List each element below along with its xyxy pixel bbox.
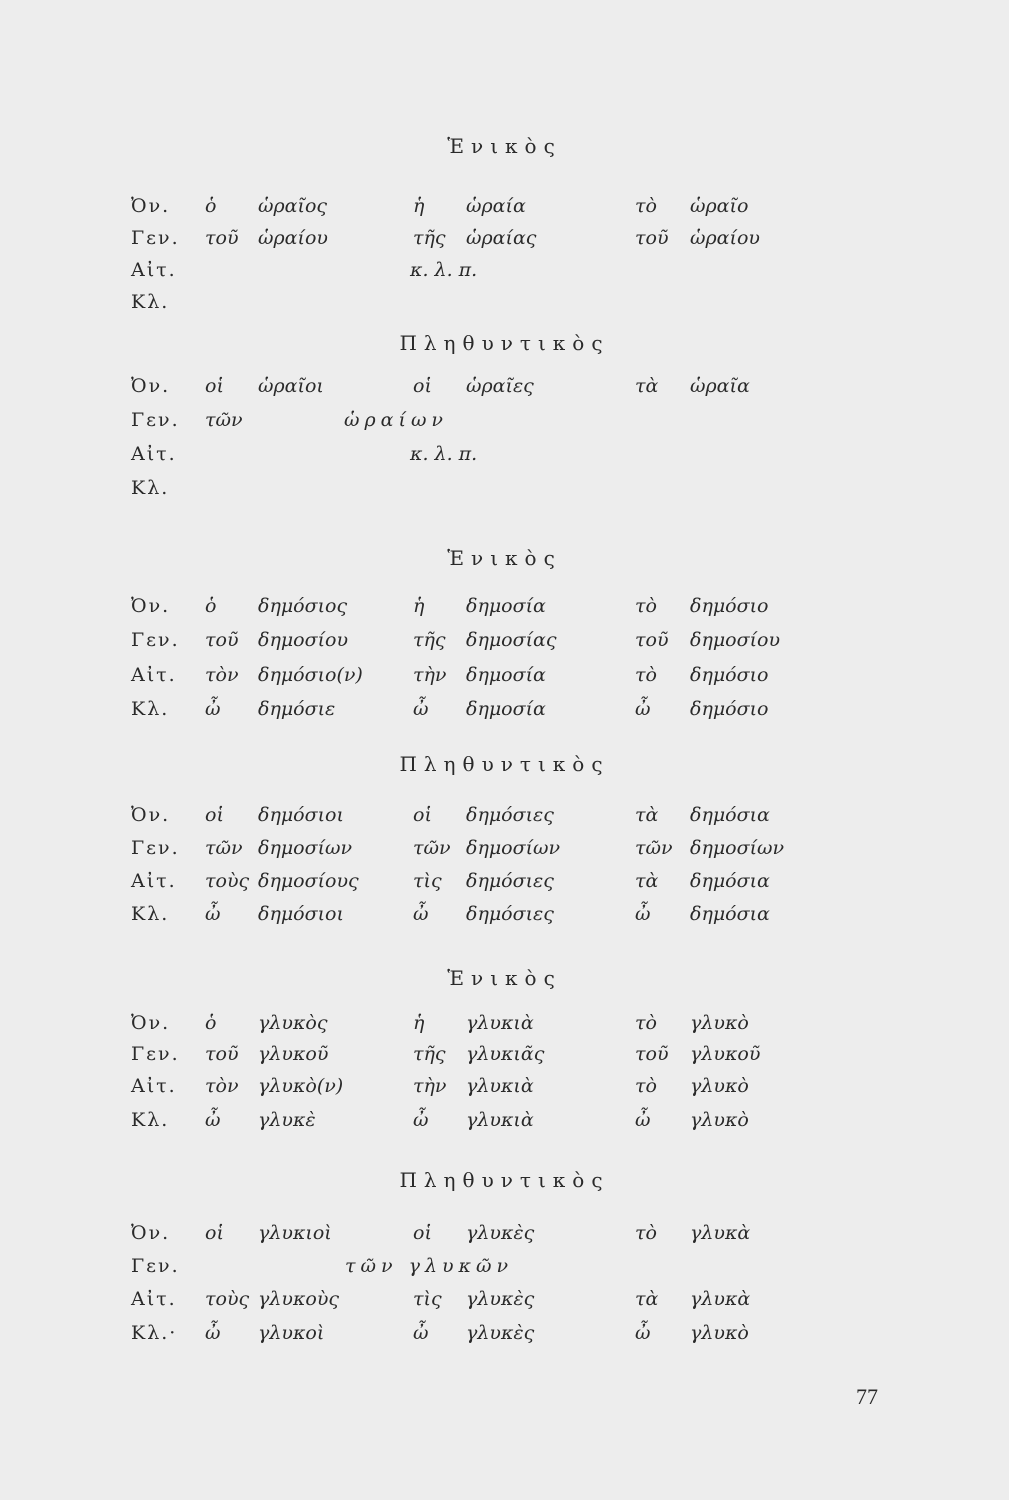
case-label: Κλ. — [131, 698, 170, 720]
table-row — [0, 1222, 1009, 1254]
article-masculine: τῶν — [205, 837, 243, 859]
article-feminine: τὶς — [413, 870, 442, 892]
case-label: Κλ. — [131, 903, 170, 925]
form-neuter: δημόσια — [690, 804, 770, 826]
case-label: Αἰτ. — [131, 259, 177, 281]
form-masculine: δημοσίου — [258, 629, 349, 651]
table-row — [0, 1255, 1009, 1287]
article-feminine: ὦ — [413, 1109, 429, 1131]
form-feminine: δημόσιες — [466, 903, 554, 925]
form-feminine: δημοσίων — [466, 837, 561, 859]
article-neuter: τὰ — [635, 375, 659, 397]
article-masculine: τὸν — [205, 664, 239, 686]
article-neuter: τὰ — [635, 1288, 659, 1310]
article-neuter: τὸ — [635, 1222, 657, 1244]
page-number: 77 — [856, 1384, 878, 1409]
form-feminine: γλυκὲς — [466, 1288, 535, 1310]
article-masculine: ὁ — [205, 595, 217, 617]
form-neuter: δημόσιο — [690, 698, 769, 720]
table-row — [0, 1288, 1009, 1320]
table-row — [0, 259, 1009, 291]
case-label: Κλ. — [131, 477, 170, 499]
table-row — [0, 409, 1009, 441]
form-neuter: δημόσιο — [690, 595, 769, 617]
article-feminine: τῆς — [413, 1043, 446, 1065]
form-masculine: ὡραῖος — [258, 195, 328, 217]
form-neuter: δημόσιο — [690, 664, 769, 686]
article-feminine: τὴν — [413, 1075, 447, 1097]
case-label: Αἰτ. — [131, 443, 177, 465]
case-label: Αἰτ. — [131, 1288, 177, 1310]
form-neuter: γλυκὸ — [690, 1075, 749, 1097]
article-neuter: τοῦ — [635, 629, 669, 651]
form-masculine: γλυκὸ(ν) — [258, 1075, 344, 1097]
case-label: Ὀν. — [131, 804, 171, 826]
form-common: ὡραίων — [344, 409, 448, 431]
case-label: Γεν. — [131, 629, 180, 651]
form-neuter: δημόσια — [690, 903, 770, 925]
form-neuter: γλυκὸ — [690, 1322, 749, 1344]
article-masculine: τοῦ — [205, 227, 239, 249]
article-neuter: τῶν — [635, 837, 673, 859]
form-masculine: γλυκοῦ — [258, 1043, 329, 1065]
article-common: τῶν — [205, 409, 243, 431]
article-neuter: ὦ — [635, 903, 651, 925]
form-common: τῶν γλυκῶν — [345, 1255, 514, 1277]
article-masculine: τοὺς — [205, 1288, 250, 1310]
form-feminine: δημοσία — [466, 664, 546, 686]
article-masculine: ὦ — [205, 903, 221, 925]
table-row — [0, 195, 1009, 227]
form-feminine: δημοσία — [466, 595, 546, 617]
form-feminine: ὡραίας — [466, 227, 537, 249]
article-neuter: τὰ — [635, 804, 659, 826]
form-masculine: δημόσιος — [258, 595, 348, 617]
table-row — [0, 804, 1009, 836]
form-neuter: γλυκὰ — [690, 1288, 751, 1310]
table-row — [0, 227, 1009, 259]
form-neuter: ὡραῖα — [690, 375, 750, 397]
case-label: Κλ. — [131, 1109, 170, 1131]
section-heading: Ἑνικὸς — [447, 134, 562, 158]
form-neuter: γλυκοῦ — [690, 1043, 761, 1065]
article-masculine: οἱ — [205, 1222, 224, 1244]
case-label: Κλ.· — [131, 1322, 178, 1344]
form-masculine: δημοσίων — [258, 837, 353, 859]
table-row — [0, 870, 1009, 902]
case-label: Ὀν. — [131, 195, 171, 217]
table-row — [0, 477, 1009, 509]
article-feminine: ὦ — [413, 698, 429, 720]
article-neuter: τὸ — [635, 664, 657, 686]
article-masculine: ὁ — [205, 1012, 217, 1034]
form-feminine: ὡραία — [466, 195, 526, 217]
form-feminine: γλυκὲς — [466, 1222, 535, 1244]
article-neuter: τοῦ — [635, 227, 669, 249]
table-row — [0, 1109, 1009, 1141]
etc-abbreviation: κ. λ. π. — [410, 443, 478, 465]
form-masculine: γλυκοὶ — [258, 1322, 325, 1344]
form-masculine: γλυκὸς — [258, 1012, 328, 1034]
article-feminine: ὦ — [413, 1322, 429, 1344]
article-feminine: τὴν — [413, 664, 447, 686]
article-feminine: οἱ — [413, 375, 432, 397]
case-label: Γεν. — [131, 1043, 180, 1065]
form-neuter: γλυκὸ — [690, 1109, 749, 1131]
table-row — [0, 698, 1009, 730]
table-row — [0, 837, 1009, 869]
form-neuter: ὡραίου — [690, 227, 760, 249]
form-feminine: γλυκὲς — [466, 1322, 535, 1344]
article-neuter: ὦ — [635, 698, 651, 720]
etc-abbreviation: κ. λ. π. — [410, 259, 478, 281]
form-neuter: γλυκὸ — [690, 1012, 749, 1034]
section-heading: Ἑνικὸς — [447, 546, 562, 570]
form-masculine: δημόσιε — [258, 698, 336, 720]
article-feminine: ἡ — [413, 1012, 425, 1034]
article-masculine: οἱ — [205, 804, 224, 826]
table-row — [0, 664, 1009, 696]
article-masculine: τοῦ — [205, 629, 239, 651]
article-neuter: τοῦ — [635, 1043, 669, 1065]
table-row — [0, 903, 1009, 935]
case-label: Ὀν. — [131, 1012, 171, 1034]
article-feminine: τῶν — [413, 837, 451, 859]
article-masculine: ὦ — [205, 1109, 221, 1131]
case-label: Γεν. — [131, 227, 180, 249]
article-masculine: οἱ — [205, 375, 224, 397]
form-feminine: γλυκιὰ — [466, 1012, 534, 1034]
article-feminine: οἱ — [413, 1222, 432, 1244]
form-feminine: ὡραῖες — [466, 375, 534, 397]
form-feminine: δημοσίας — [466, 629, 557, 651]
section-heading: Πληθυντικὸς — [399, 331, 610, 355]
form-feminine: γλυκιὰ — [466, 1075, 534, 1097]
case-label: Γεν. — [131, 409, 180, 431]
form-neuter: δημόσια — [690, 870, 770, 892]
article-neuter: ὦ — [635, 1109, 651, 1131]
form-masculine: δημοσίους — [258, 870, 359, 892]
article-feminine: τῆς — [413, 629, 446, 651]
form-feminine: δημοσία — [466, 698, 546, 720]
case-label: Ὀν. — [131, 375, 171, 397]
table-row — [0, 291, 1009, 323]
article-masculine: ὦ — [205, 698, 221, 720]
form-masculine: δημόσιοι — [258, 903, 344, 925]
form-masculine: δημόσιο(ν) — [258, 664, 363, 686]
form-feminine: δημόσιες — [466, 804, 554, 826]
article-neuter: τὸ — [635, 1075, 657, 1097]
table-row — [0, 629, 1009, 661]
form-masculine: δημόσιοι — [258, 804, 344, 826]
form-feminine: δημόσιες — [466, 870, 554, 892]
table-row — [0, 595, 1009, 627]
section-heading: Πληθυντικὸς — [399, 1168, 610, 1192]
form-feminine: γλυκιᾶς — [466, 1043, 545, 1065]
section-heading: Πληθυντικὸς — [399, 752, 610, 776]
article-masculine: ὁ — [205, 195, 217, 217]
form-masculine: ὡραῖοι — [258, 375, 324, 397]
form-masculine: γλυκιοὶ — [258, 1222, 332, 1244]
case-label: Αἰτ. — [131, 664, 177, 686]
table-row — [0, 1075, 1009, 1107]
table-row — [0, 1043, 1009, 1075]
table-row — [0, 1012, 1009, 1044]
case-label: Γεν. — [131, 1255, 180, 1277]
form-neuter: γλυκὰ — [690, 1222, 751, 1244]
article-feminine: ἡ — [413, 195, 425, 217]
article-neuter: τὰ — [635, 870, 659, 892]
form-masculine: γλυκὲ — [258, 1109, 316, 1131]
form-neuter: δημοσίου — [690, 629, 781, 651]
form-masculine: γλυκοὺς — [258, 1288, 340, 1310]
article-feminine: ἡ — [413, 595, 425, 617]
article-neuter: ὦ — [635, 1322, 651, 1344]
form-masculine: ὡραίου — [258, 227, 328, 249]
table-row — [0, 443, 1009, 475]
article-masculine: τοῦ — [205, 1043, 239, 1065]
article-feminine: τὶς — [413, 1288, 442, 1310]
article-neuter: τὸ — [635, 195, 657, 217]
article-masculine: ὦ — [205, 1322, 221, 1344]
table-row — [0, 375, 1009, 407]
case-label: Αἰτ. — [131, 1075, 177, 1097]
case-label: Ὀν. — [131, 595, 171, 617]
form-neuter: ὡραῖο — [690, 195, 749, 217]
case-label: Αἰτ. — [131, 870, 177, 892]
article-feminine: ὦ — [413, 903, 429, 925]
article-feminine: οἱ — [413, 804, 432, 826]
article-feminine: τῆς — [413, 227, 446, 249]
case-label: Ὀν. — [131, 1222, 171, 1244]
table-row — [0, 1322, 1009, 1354]
case-label: Γεν. — [131, 837, 180, 859]
case-label: Κλ. — [131, 291, 170, 313]
section-heading: Ἑνικὸς — [447, 966, 562, 990]
article-masculine: τὸν — [205, 1075, 239, 1097]
article-neuter: τὸ — [635, 1012, 657, 1034]
article-neuter: τὸ — [635, 595, 657, 617]
article-masculine: τοὺς — [205, 870, 250, 892]
form-neuter: δημοσίων — [690, 837, 785, 859]
form-feminine: γλυκιὰ — [466, 1109, 534, 1131]
